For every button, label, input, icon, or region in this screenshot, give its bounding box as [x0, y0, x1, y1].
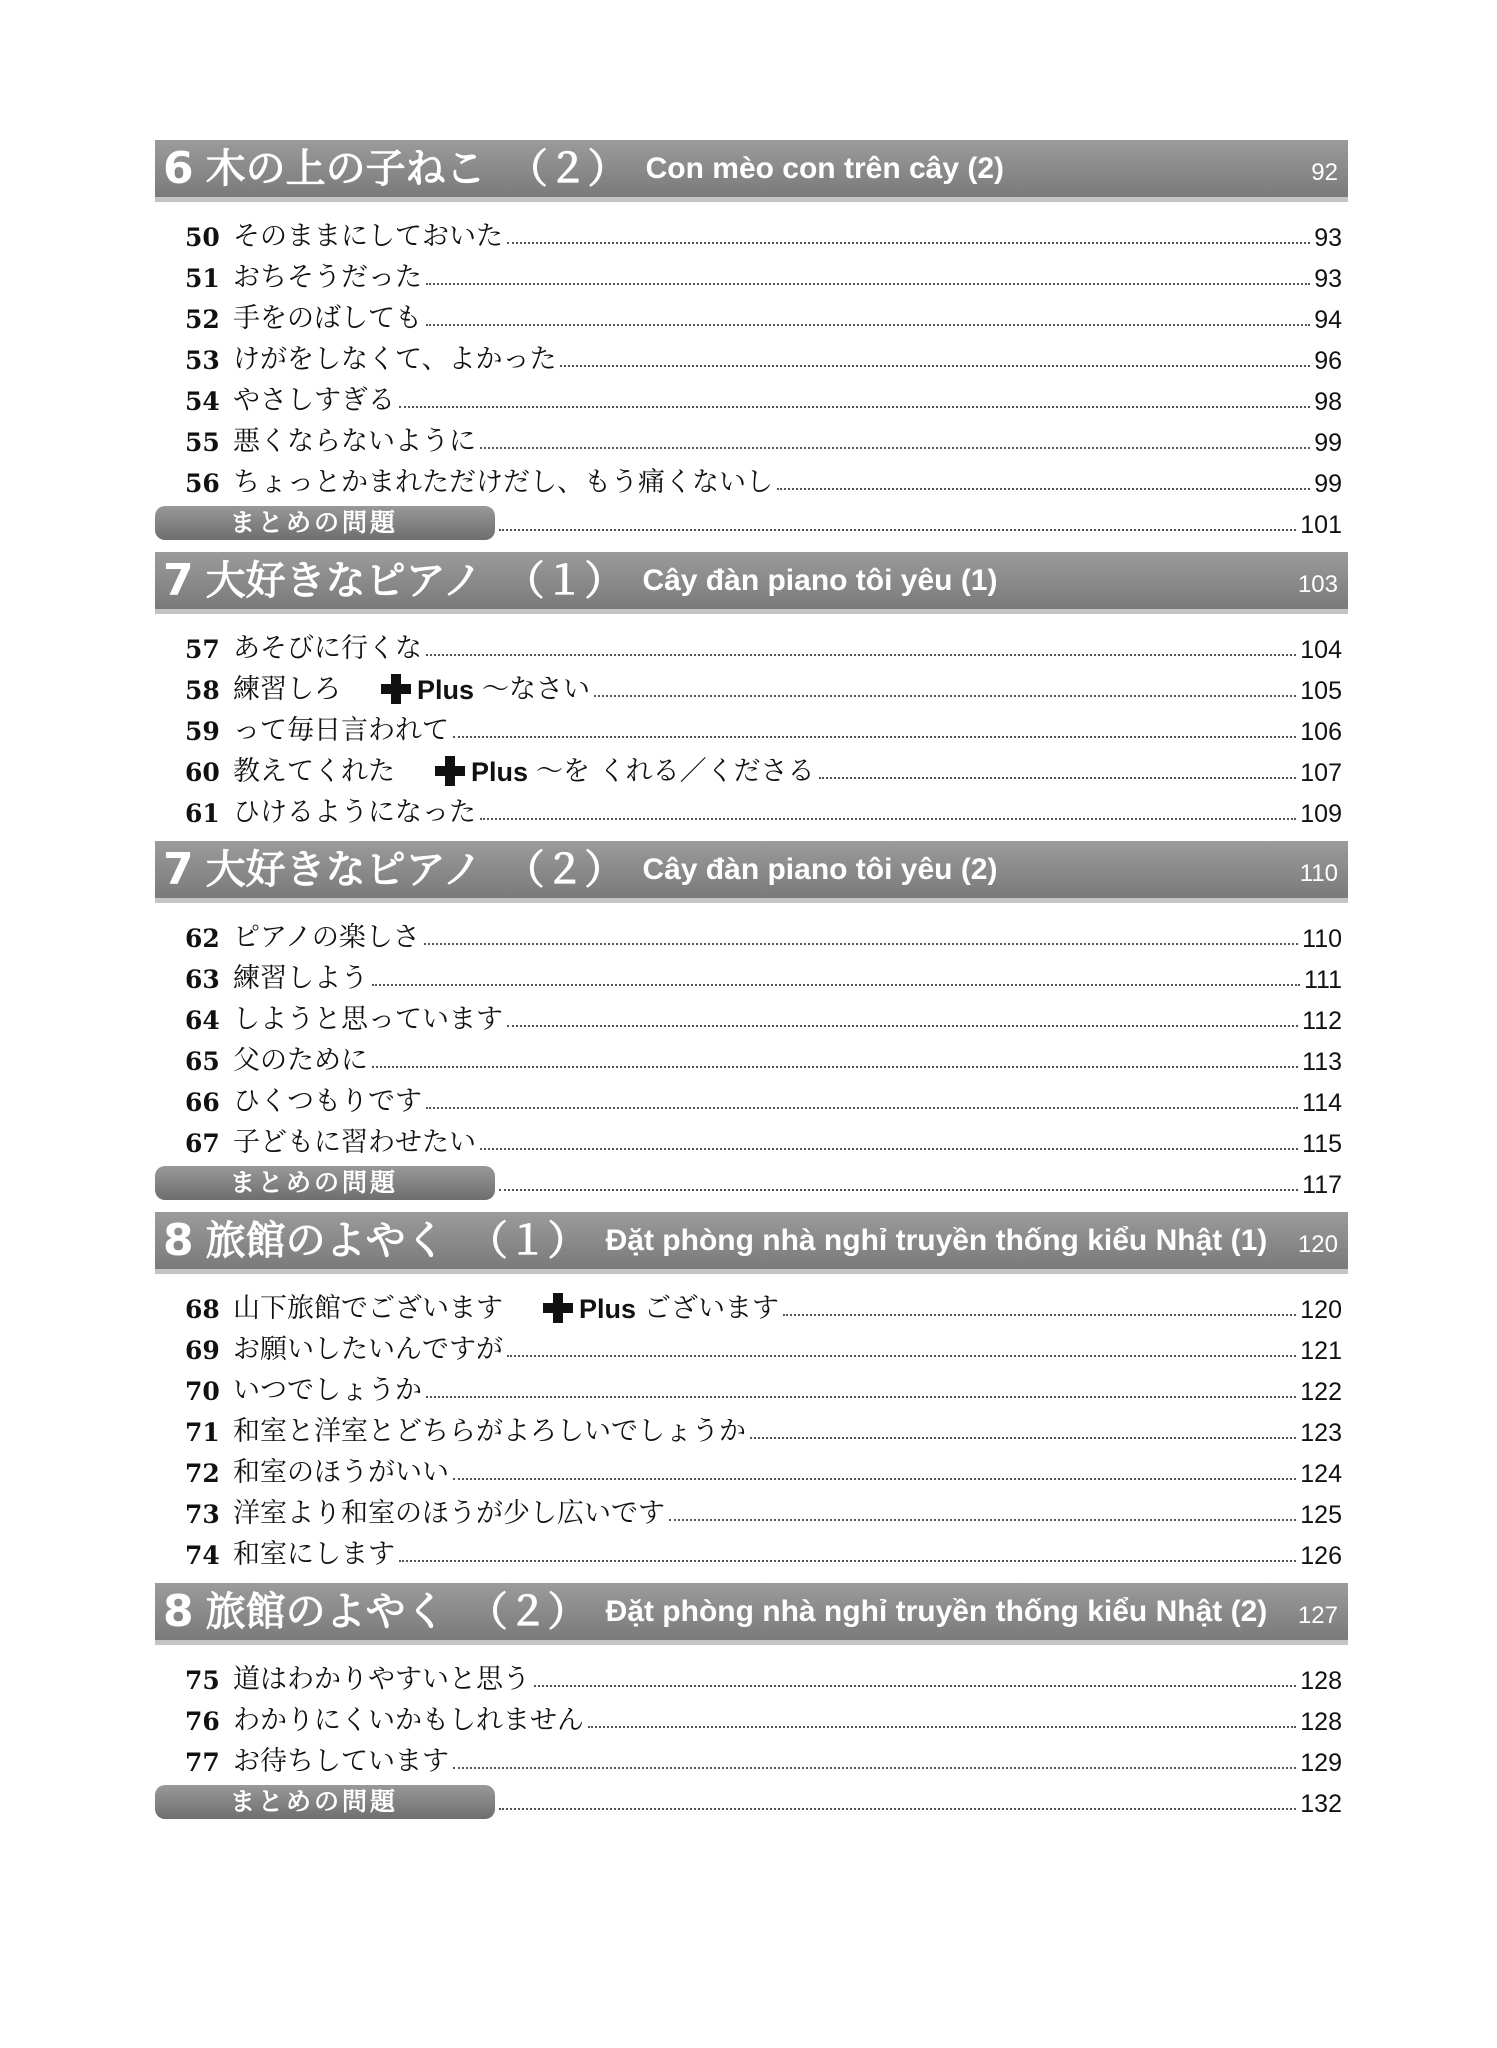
section-page-number: 120: [1297, 1231, 1338, 1258]
toc-entry[interactable]: [155, 212, 1348, 253]
section-header: [155, 841, 1348, 903]
entry-page-number: 111: [1303, 966, 1342, 994]
toc-entry[interactable]: [155, 335, 1348, 376]
section-header: [155, 1583, 1348, 1645]
plus-text: ～なさい: [482, 673, 591, 705]
toc-entry[interactable]: [155, 458, 1348, 499]
section-page-number: 92: [1311, 159, 1338, 186]
entry-title: しようと思っています: [233, 1003, 503, 1035]
dot-leader: [588, 1726, 1296, 1728]
dot-leader: [424, 943, 1298, 945]
entry-list: [155, 1274, 1348, 1571]
entry-title: 父のために: [233, 1044, 368, 1076]
entry-number: 50: [185, 223, 220, 252]
toc-entry[interactable]: [155, 747, 1348, 788]
section-page-number: 103: [1297, 571, 1338, 598]
entry-title: いつでしょうか: [233, 1374, 422, 1406]
toc-entry[interactable]: [155, 954, 1348, 995]
entry-page-number: 128: [1300, 1667, 1342, 1695]
toc-section: [155, 552, 1348, 829]
entry-list: [155, 903, 1348, 1200]
section-part: （２）: [504, 846, 625, 893]
plus-text: ～を くれる／くださる: [536, 755, 815, 787]
toc-entry[interactable]: [155, 665, 1348, 706]
entry-number: 69: [185, 1336, 220, 1365]
dot-leader: [534, 1685, 1296, 1687]
entry-number: 54: [185, 387, 220, 416]
toc-entry[interactable]: [155, 788, 1348, 829]
toc-section: [155, 1212, 1348, 1571]
entry-page-number: 128: [1300, 1708, 1342, 1736]
dot-leader: [499, 1189, 1298, 1191]
toc-entry[interactable]: [155, 376, 1348, 417]
entry-page-number: 105: [1300, 677, 1342, 705]
dot-leader: [426, 324, 1310, 326]
plus-label: Plus: [471, 756, 529, 787]
dot-leader: [560, 365, 1310, 367]
entry-title: あそびに行くな: [233, 632, 422, 664]
entry-page-number: 113: [1302, 1048, 1342, 1076]
entry-number: 67: [185, 1129, 220, 1158]
entry-number: 59: [185, 717, 220, 746]
plus-text: ございます: [644, 1292, 780, 1324]
dot-leader: [426, 1396, 1296, 1398]
summary-page-number: 101: [1300, 511, 1342, 539]
summary-entry[interactable]: [155, 1778, 1348, 1819]
dot-leader: [819, 777, 1297, 779]
section-number: 6: [163, 142, 194, 194]
entry-title: 練習しよう: [233, 962, 368, 994]
plus-icon: [543, 1293, 573, 1323]
entry-page-number: 123: [1300, 1419, 1342, 1447]
entry-number: 52: [185, 305, 220, 334]
dot-leader: [507, 242, 1310, 244]
entry-number: 61: [185, 799, 220, 828]
toc-entry[interactable]: [155, 294, 1348, 335]
entry-page-number: 126: [1300, 1542, 1342, 1570]
summary-badge: まとめの問題: [155, 1785, 495, 1819]
dot-leader: [453, 1767, 1296, 1769]
entry-number: 66: [185, 1088, 220, 1117]
plus-label: Plus: [417, 674, 475, 705]
entry-page-number: 107: [1300, 759, 1342, 787]
entry-page-number: 125: [1300, 1501, 1342, 1529]
plus-note: [543, 1293, 779, 1325]
entry-number: 51: [185, 264, 220, 293]
section-part: （２）: [467, 1588, 588, 1635]
entry-page-number: 124: [1300, 1460, 1342, 1488]
entry-number: 70: [185, 1377, 220, 1406]
dot-leader: [372, 1066, 1298, 1068]
toc-entry[interactable]: [155, 1530, 1348, 1571]
entry-page-number: 98: [1314, 388, 1342, 416]
toc-entry[interactable]: [155, 1737, 1348, 1778]
dot-leader: [453, 736, 1296, 738]
toc-entry[interactable]: [155, 1448, 1348, 1489]
dot-leader: [499, 529, 1296, 531]
entry-page-number: 120: [1300, 1296, 1342, 1324]
toc-entry[interactable]: [155, 624, 1348, 665]
dot-leader: [399, 1560, 1296, 1562]
dot-leader: [372, 984, 1300, 986]
entry-title: けがをしなくて、よかった: [233, 343, 557, 375]
entry-number: 68: [185, 1295, 220, 1324]
entry-title: ピアノの楽しさ: [233, 921, 420, 953]
toc-entry[interactable]: [155, 1366, 1348, 1407]
entry-title: 和室のほうがいい: [233, 1456, 449, 1488]
entry-title: 道はわかりやすいと思う: [233, 1663, 530, 1695]
dot-leader: [499, 1808, 1296, 1810]
entry-page-number: 104: [1300, 636, 1342, 664]
toc-entry[interactable]: [155, 1118, 1348, 1159]
entry-title: 悪くならないように: [233, 425, 476, 457]
summary-entry[interactable]: [155, 499, 1348, 540]
entry-title: 和室にします: [233, 1538, 395, 1570]
entry-number: 76: [185, 1707, 220, 1736]
dot-leader: [426, 654, 1296, 656]
entry-title: 子どもに習わせたい: [233, 1126, 476, 1158]
summary-badge: まとめの問題: [155, 1166, 495, 1200]
dot-leader: [480, 447, 1310, 449]
entry-title: わかりにくいかもしれません: [233, 1704, 584, 1736]
entry-title: そのままにしておいた: [233, 220, 503, 252]
section-title: 大好きなピアノ: [205, 557, 483, 604]
section-part: （２）: [507, 145, 628, 192]
entry-number: 71: [185, 1418, 220, 1447]
entry-title: 練習しろ: [233, 673, 341, 705]
entry-title: やさしすぎる: [233, 384, 395, 416]
entry-page-number: 93: [1314, 224, 1342, 252]
toc-entry[interactable]: [155, 706, 1348, 747]
toc-entry[interactable]: [155, 1407, 1348, 1448]
entry-number: 74: [185, 1541, 220, 1570]
dot-leader: [594, 695, 1296, 697]
toc-section: [155, 1583, 1348, 1819]
section-subtitle: Đặt phòng nhà nghỉ truyền thống kiểu Nhật (2): [605, 1594, 1268, 1628]
dot-leader: [399, 406, 1310, 408]
entry-page-number: 112: [1302, 1007, 1342, 1035]
entry-page-number: 110: [1302, 925, 1342, 953]
plus-note: [381, 674, 590, 706]
section-header: [155, 552, 1348, 614]
plus-icon: [435, 756, 465, 786]
section-header: [155, 1212, 1348, 1274]
entry-title: ひくつもりです: [233, 1085, 422, 1117]
entry-page-number: 96: [1314, 347, 1342, 375]
entry-number: 75: [185, 1666, 220, 1695]
entry-title: 山下旅館でございます: [233, 1292, 503, 1324]
dot-leader: [426, 1107, 1298, 1109]
entry-page-number: 129: [1300, 1749, 1342, 1777]
entry-number: 77: [185, 1748, 220, 1777]
section-title: 木の上の子ねこ: [205, 145, 486, 192]
dot-leader: [480, 818, 1296, 820]
section-number: 8: [163, 1585, 194, 1637]
entry-title: 和室と洋室とどちらがよろしいでしょうか: [233, 1415, 746, 1447]
plus-note: [435, 756, 815, 788]
dot-leader: [669, 1519, 1296, 1521]
toc-entry[interactable]: [155, 1489, 1348, 1530]
summary-badge: まとめの問題: [155, 506, 495, 540]
section-part: （１）: [504, 557, 625, 604]
section-page-number: 127: [1297, 1602, 1338, 1629]
entry-title: おちそうだった: [233, 261, 422, 293]
summary-entry[interactable]: [155, 1159, 1348, 1200]
section-number: 8: [163, 1214, 194, 1266]
entry-title: お願いしたいんですが: [233, 1333, 503, 1365]
plus-label: Plus: [579, 1293, 637, 1324]
entry-page-number: 115: [1302, 1130, 1342, 1158]
toc-section: [155, 140, 1348, 540]
entry-page-number: 121: [1300, 1337, 1342, 1365]
toc-entry[interactable]: [155, 1077, 1348, 1118]
entry-number: 55: [185, 428, 220, 457]
entry-title: 洋室より和室のほうが少し広いです: [233, 1497, 665, 1529]
entry-list: [155, 614, 1348, 829]
entry-page-number: 122: [1300, 1378, 1342, 1406]
dot-leader: [453, 1478, 1296, 1480]
section-part: （１）: [467, 1217, 588, 1264]
section-number: 7: [163, 843, 194, 895]
entry-page-number: 109: [1300, 800, 1342, 828]
dot-leader: [480, 1148, 1298, 1150]
toc-entry[interactable]: [155, 253, 1348, 294]
toc-entry[interactable]: [155, 1655, 1348, 1696]
section-subtitle: Cây đàn piano tôi yêu (2): [642, 852, 998, 886]
section-page-number: 110: [1299, 860, 1338, 887]
table-of-contents: [155, 140, 1348, 1831]
entry-number: 60: [185, 758, 220, 787]
entry-page-number: 93: [1314, 265, 1342, 293]
entry-number: 62: [185, 924, 220, 953]
entry-title: ひけるようになった: [233, 796, 476, 828]
toc-entry[interactable]: [155, 995, 1348, 1036]
entry-number: 63: [185, 965, 220, 994]
section-subtitle: Cây đàn piano tôi yêu (1): [642, 563, 998, 597]
toc-entry[interactable]: [155, 1696, 1348, 1737]
toc-entry[interactable]: [155, 913, 1348, 954]
entry-page-number: 99: [1314, 470, 1342, 498]
section-number: 7: [163, 554, 194, 606]
dot-leader: [426, 283, 1310, 285]
entry-title: ちょっとかまれただけだし、もう痛くないし: [233, 466, 773, 498]
entry-title: 手をのばしても: [233, 302, 422, 334]
dot-leader: [777, 488, 1310, 490]
entry-page-number: 94: [1314, 306, 1342, 334]
toc-entry[interactable]: [155, 1284, 1348, 1325]
toc-entry[interactable]: [155, 1325, 1348, 1366]
toc-entry[interactable]: [155, 1036, 1348, 1077]
entry-list: [155, 202, 1348, 540]
dot-leader: [783, 1314, 1296, 1316]
section-title: 旅館のよやく: [205, 1588, 446, 1635]
entry-number: 58: [185, 676, 220, 705]
section-title: 大好きなピアノ: [205, 846, 483, 893]
entry-page-number: 99: [1314, 429, 1342, 457]
entry-page-number: 106: [1300, 718, 1342, 746]
entry-title: お待ちしています: [233, 1745, 449, 1777]
dot-leader: [507, 1355, 1296, 1357]
dot-leader: [750, 1437, 1296, 1439]
summary-page-number: 132: [1300, 1790, 1342, 1818]
section-header: [155, 140, 1348, 202]
section-subtitle: Đặt phòng nhà nghỉ truyền thống kiểu Nhật (1): [605, 1223, 1268, 1257]
section-subtitle: Con mèo con trên cây (2): [645, 151, 1005, 185]
toc-section: [155, 841, 1348, 1200]
entry-number: 53: [185, 346, 220, 375]
section-title: 旅館のよやく: [205, 1217, 446, 1264]
plus-icon: [381, 674, 411, 704]
entry-number: 56: [185, 469, 220, 498]
entry-title: 教えてくれた: [233, 755, 395, 787]
entry-page-number: 114: [1302, 1089, 1342, 1117]
entry-number: 73: [185, 1500, 220, 1529]
toc-entry[interactable]: [155, 417, 1348, 458]
summary-page-number: 117: [1302, 1171, 1342, 1199]
entry-list: [155, 1645, 1348, 1819]
entry-number: 64: [185, 1006, 220, 1035]
entry-title: って毎日言われて: [233, 714, 449, 746]
entry-number: 72: [185, 1459, 220, 1488]
entry-number: 65: [185, 1047, 220, 1076]
entry-number: 57: [185, 635, 220, 664]
dot-leader: [507, 1025, 1298, 1027]
